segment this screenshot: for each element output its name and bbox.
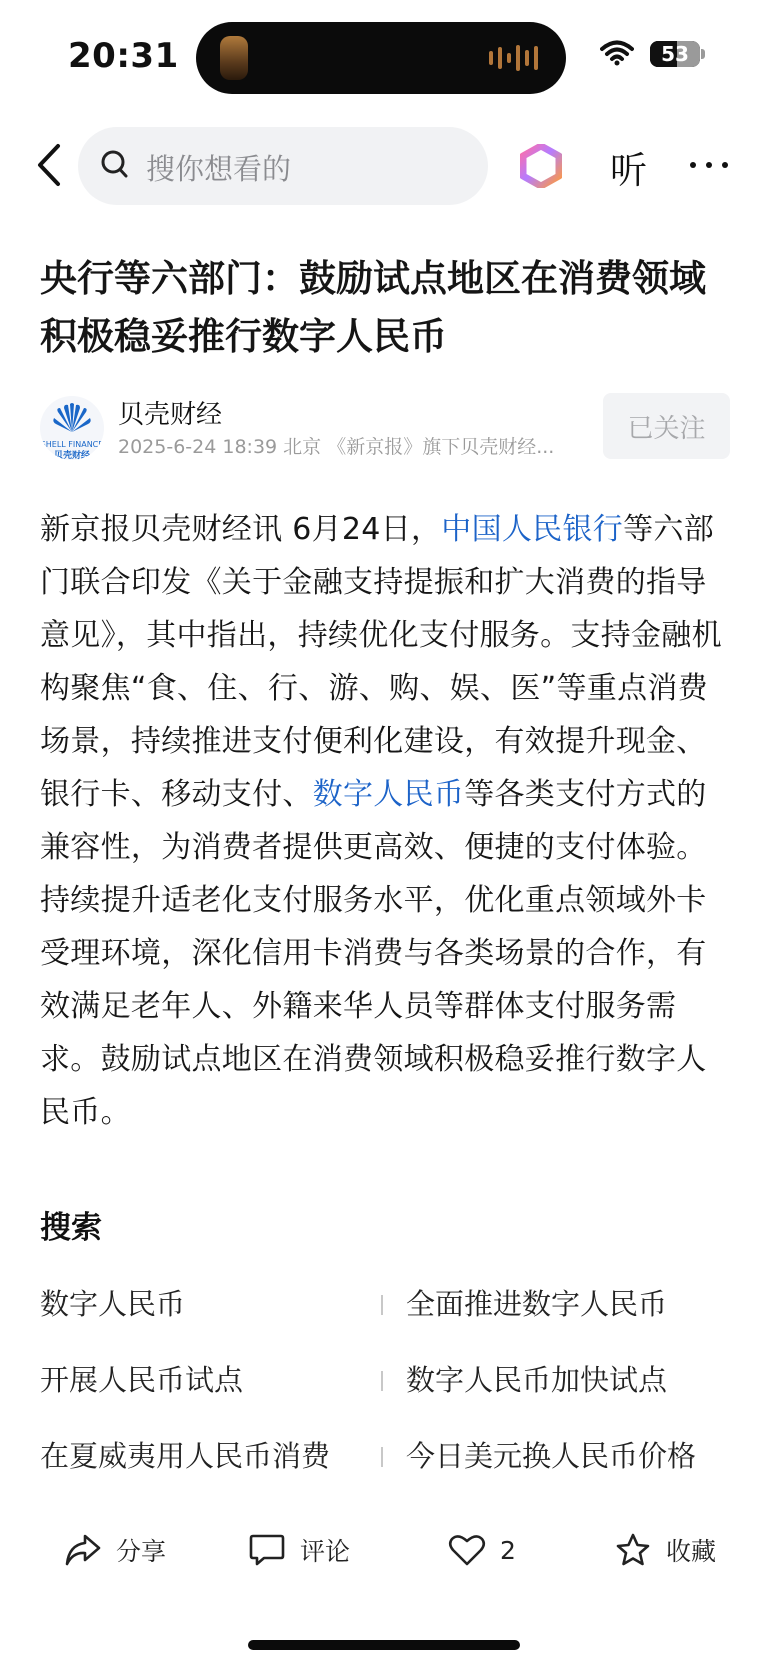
battery-tip bbox=[701, 49, 705, 59]
now-playing-artwork bbox=[220, 36, 248, 80]
divider bbox=[381, 1371, 383, 1391]
battery-icon bbox=[650, 41, 700, 67]
search-suggestion[interactable]: 全面推进数字人民币 bbox=[406, 1287, 668, 1321]
more-icon[interactable] bbox=[690, 162, 728, 168]
body-link[interactable]: 中国人民银行 bbox=[441, 512, 624, 547]
search-suggestion[interactable]: 在夏威夷用人民币消费 bbox=[40, 1439, 331, 1473]
search-suggestion[interactable]: 开展人民币试点 bbox=[40, 1363, 244, 1397]
author-meta: 2025-6-24 18:39 北京 《新京报》旗下贝壳财经... bbox=[118, 436, 555, 458]
ai-assistant-icon[interactable] bbox=[520, 144, 562, 188]
search-input[interactable] bbox=[78, 127, 488, 205]
search-section-title: 搜索 bbox=[40, 1210, 102, 1246]
listen-button[interactable]: 听 bbox=[610, 149, 647, 192]
follow-button[interactable]: 已关注 bbox=[603, 393, 730, 459]
heart-icon bbox=[448, 1532, 486, 1568]
body-text: 等各类支付方式的兼容性，为消费者提供更高效、便捷的支付体验。持续提升适老化支付服务水平，优化重点领域外卡受理环境，深化信用卡消费与各类场景的合作，有效满足老年人、外籍来华人员等群体支付服务需求。鼓励试点地区在消费领域积极稳妥推行数字人民币。 bbox=[40, 777, 707, 1130]
search-icon bbox=[100, 149, 130, 181]
star-icon bbox=[614, 1532, 652, 1568]
search-placeholder: 搜你想看的 bbox=[146, 152, 292, 186]
comment-icon bbox=[248, 1532, 286, 1568]
body-link[interactable]: 数字人民币 bbox=[312, 777, 465, 812]
body-text: 新京报贝壳财经讯 6月24日， bbox=[40, 512, 442, 547]
comment-button[interactable] bbox=[248, 1532, 350, 1568]
audio-wave-icon bbox=[489, 44, 538, 72]
back-arrow-icon[interactable] bbox=[30, 140, 70, 190]
home-indicator[interactable] bbox=[248, 1640, 520, 1650]
battery-level: 53 bbox=[661, 42, 689, 66]
like-count: 2 bbox=[500, 1535, 516, 1565]
share-label: 分享 bbox=[116, 1537, 167, 1566]
divider bbox=[381, 1295, 383, 1315]
comment-label: 评论 bbox=[300, 1537, 351, 1566]
body-text: 等六部门联合印发《关于金融支持提振和扩大消费的指导意见》，其中指出，持续优化支付服务。支持金融机构聚焦“食、住、行、游、购、娱、医”等重点消费场景，持续推进支付便利化建设，有效提升现金、银行卡、移动支付、 bbox=[40, 512, 722, 812]
share-icon bbox=[64, 1532, 102, 1568]
search-suggestion[interactable]: 数字人民币加快试点 bbox=[406, 1363, 668, 1397]
wifi-icon bbox=[600, 40, 634, 66]
author-name[interactable]: 贝壳财经 bbox=[118, 400, 223, 430]
author-avatar[interactable] bbox=[40, 396, 104, 460]
divider bbox=[381, 1447, 383, 1467]
favorite-label: 收藏 bbox=[666, 1537, 717, 1566]
like-button[interactable] bbox=[448, 1532, 516, 1568]
search-suggestion[interactable]: 数字人民币 bbox=[40, 1287, 186, 1321]
status-time: 20:31 bbox=[68, 36, 179, 76]
article-title: 央行等六部门：鼓励试点地区在消费领域积极稳妥推行数字人民币 bbox=[40, 257, 706, 358]
favorite-button[interactable] bbox=[614, 1532, 716, 1568]
search-suggestion[interactable]: 今日美元换人民币价格 bbox=[406, 1439, 697, 1473]
share-button[interactable] bbox=[64, 1532, 166, 1568]
logo-subtext: SHELL FINANCE bbox=[40, 440, 104, 449]
logo-text: 贝壳财经 bbox=[53, 451, 90, 460]
article-body bbox=[40, 503, 730, 1139]
dynamic-island[interactable] bbox=[196, 22, 566, 94]
